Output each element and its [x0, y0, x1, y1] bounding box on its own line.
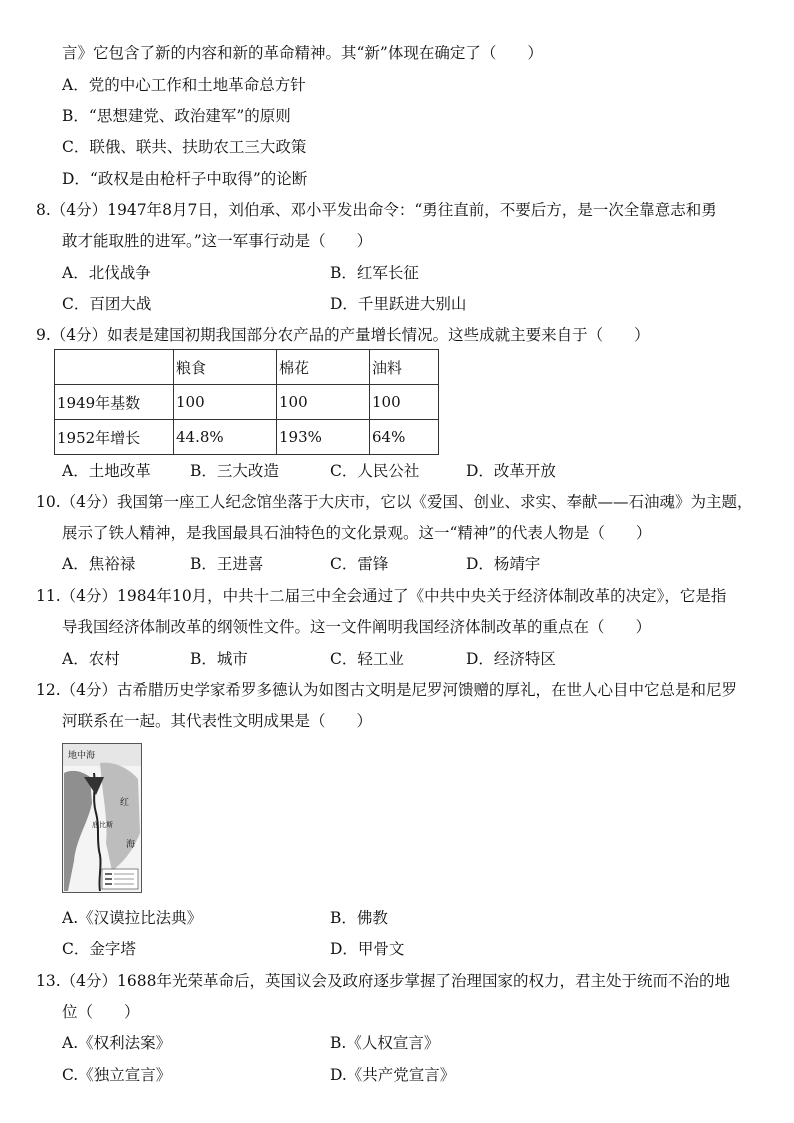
q8-stem-line2: 敢才能取胜的进军。”这一军事行动是（ ）: [62, 232, 373, 250]
q8-option-a[interactable]: A．北伐战争: [62, 264, 151, 282]
q13-stem-line1: 13.（4分）1688年光荣革命后，英国议会及政府逐步掌握了治理国家的权力，君主处于统而不治的地: [36, 972, 730, 990]
map-label-city: 底比斯: [92, 821, 113, 829]
q11-option-a[interactable]: A．农村: [62, 650, 120, 668]
production-table: [54, 349, 439, 455]
table-header-cell: 油料: [370, 350, 439, 385]
q11-option-b[interactable]: B．城市: [190, 650, 248, 668]
q9-option-b[interactable]: B．三大改造: [190, 462, 279, 480]
q13-option-c[interactable]: C.《独立宣言》: [62, 1066, 172, 1084]
q11-option-d[interactable]: D．经济特区: [466, 650, 556, 668]
q7-option-b[interactable]: B．“思想建党、政治建军”的原则: [62, 107, 291, 125]
q12-option-b[interactable]: B．佛教: [330, 909, 388, 927]
q13-stem-line2: 位（ ）: [62, 1003, 140, 1021]
table-cell: 193%: [277, 420, 370, 455]
table-cell: 100: [174, 385, 277, 420]
map-label-red: 红: [120, 798, 130, 808]
table-cell: 1952年增长: [55, 420, 174, 455]
q7-option-a[interactable]: A．党的中心工作和土地革命总方针: [62, 76, 306, 94]
q12-stem-line2: 河联系在一起。其代表性文明成果是（ ）: [62, 712, 373, 730]
q10-option-d[interactable]: D．杨靖宇: [466, 555, 541, 573]
map-label-mediterranean: 地中海: [68, 751, 96, 761]
q10-option-a[interactable]: A．焦裕禄: [62, 555, 136, 573]
table-row: [55, 420, 439, 455]
q12-option-c[interactable]: C．金字塔: [62, 940, 136, 958]
q10-stem-line2: 展示了铁人精神，是我国最具石油特色的文化景观。这一“精神”的代表人物是（ ）: [62, 524, 652, 542]
q12-option-a[interactable]: A.《汉谟拉比法典》: [62, 909, 203, 927]
q13-option-a[interactable]: A.《权利法案》: [62, 1034, 172, 1052]
q9-option-c[interactable]: C．人民公社: [330, 462, 420, 480]
q13-option-b[interactable]: B.《人权宣言》: [330, 1034, 440, 1052]
q7-option-d[interactable]: D．“政权是由枪杆子中取得”的论断: [62, 170, 308, 188]
q11-option-c[interactable]: C．轻工业: [330, 650, 404, 668]
table-row: [55, 385, 439, 420]
q12-option-d[interactable]: D．甲骨文: [330, 940, 405, 958]
q8-stem-line1: 8.（4分）1947年8月7日，刘伯承、邓小平发出命令：“勇往直前，不要后方，是一次全靠意志和勇: [36, 201, 717, 219]
q7-stem-line: 言》它包含了新的内容和新的革命精神。其“新”体现在确定了（ ）: [62, 44, 543, 62]
q9-stem-line: 9.（4分）如表是建国初期我国部分农产品的产量增长情况。这些成就主要来自于（ ）: [36, 326, 650, 344]
q11-stem-line2: 导我国经济体制改革的纲领性文件。这一文件阐明我国经济体制改革的重点在（ ）: [62, 618, 652, 636]
q8-option-b[interactable]: B．红军长征: [330, 264, 419, 282]
egypt-map-image: [62, 743, 142, 893]
q9-option-d[interactable]: D．改革开放: [466, 462, 556, 480]
q13-option-d[interactable]: D.《共产党宣言》: [330, 1066, 456, 1084]
q11-stem-line1: 11.（4分）1984年10月，中共十二届三中全会通过了《中共中央关于经济体制改革的决定》，它是指: [36, 587, 727, 605]
table-cell: 64%: [370, 420, 439, 455]
q7-option-c[interactable]: C．联俄、联共、扶助农工三大政策: [62, 138, 307, 156]
table-cell: 1949年基数: [55, 385, 174, 420]
table-header-cell: 棉花: [277, 350, 370, 385]
q10-stem-line1: 10.（4分）我国第一座工人纪念馆坐落于大庆市，它以《爱国、创业、求实、奉献——石油魂》为主题，: [36, 493, 753, 511]
q8-option-c[interactable]: C．百团大战: [62, 295, 152, 313]
table-header-row: [55, 350, 439, 385]
q12-stem-line1: 12.（4分）古希腊历史学家希罗多德认为如图古文明是尼罗河馈赠的厚礼，在世人心目中它总是和尼罗: [36, 681, 738, 699]
q9-option-a[interactable]: A．土地改革: [62, 462, 151, 480]
q8-option-d[interactable]: D．千里跃进大别山: [330, 295, 467, 313]
table-cell: 100: [277, 385, 370, 420]
map-label-sea: 海: [126, 840, 136, 850]
q10-option-c[interactable]: C．雷锋: [330, 555, 389, 573]
q10-option-b[interactable]: B．王进喜: [190, 555, 264, 573]
table-cell: 100: [370, 385, 439, 420]
table-header-cell: 粮食: [174, 350, 277, 385]
table-cell: 44.8%: [174, 420, 277, 455]
table-header-cell: [55, 350, 174, 385]
